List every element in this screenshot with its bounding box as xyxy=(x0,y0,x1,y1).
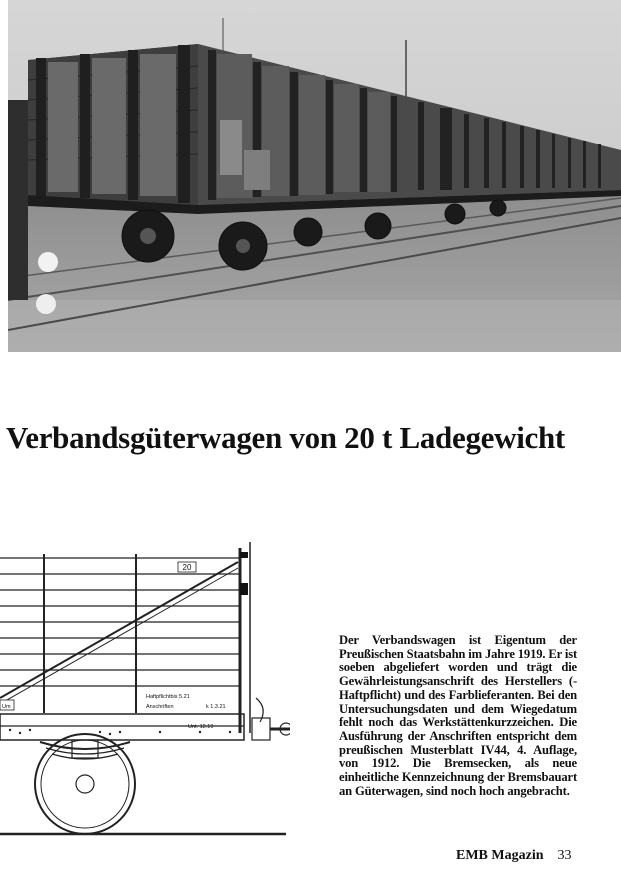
wagon-drawing-svg xyxy=(0,528,290,840)
capacity-label: 20 xyxy=(182,563,192,572)
page-number: 33 xyxy=(557,848,572,863)
article-title: Verbandsgüterwagen von 20 t Ladegewicht xyxy=(6,420,565,455)
wagon-technical-drawing xyxy=(0,528,290,840)
inspection-label: Unt. 12.19 xyxy=(188,724,214,730)
marking-line1: Haftpflichtbis 5.21 xyxy=(146,694,190,700)
marking-line2: Anschriften xyxy=(146,704,174,710)
magazine-name: EMB Magazin xyxy=(456,848,544,863)
wagon-photo-image xyxy=(8,0,621,352)
marking-date: k 1.3.21 xyxy=(206,704,226,710)
page-footer xyxy=(456,848,572,864)
small-box-label: Um xyxy=(2,704,11,710)
article-caption: Der Verbandswagen ist Eigentum der Preußischen Staatsbahn im Jahre 1919. Er ist soeben abgeliefert worden und trägt die Gewährleistungsanschrift des Herstellers (-Haftpflicht) und des Farblieferanten. Bei den Untersuchungsdaten und dem Wiegedatum fehlt noch das Werkstättenkurzzeichen. Die Ausführung der Anschriften entspricht dem preußischen Musterblatt IV44, 4. Auflage, von 1912. Die Bremsecken, als neue einheitliche Kennzeichnung der Bremsbauart an Güterwagen, sind noch hoch angebracht. xyxy=(339,633,577,798)
wagon-photograph xyxy=(8,0,621,352)
